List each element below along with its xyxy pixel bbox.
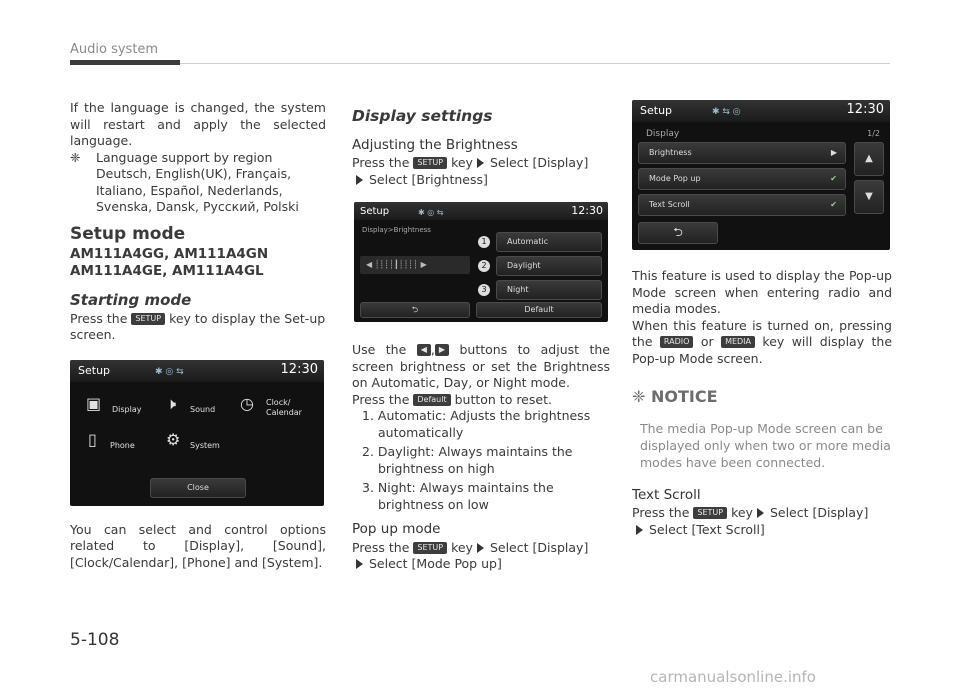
notice-text: The media Pop-up Mode screen can be displayed only when two or more media modes have been connected. <box>640 420 891 470</box>
back-button: ⮌ <box>360 302 470 318</box>
text-scroll-heading: Text Scroll <box>632 486 701 503</box>
use-buttons-text: Use the ◀ , ▶ buttons to adjust the screen brightness or set the Brightness on Automatic, Day, or Night mode. <box>352 342 610 390</box>
brightness-modes-list <box>352 408 610 513</box>
text-scroll-steps: Press the SETUP key Select [Display] Select [Text Scroll] <box>632 505 869 537</box>
sound-option: Sound <box>190 404 216 414</box>
left-arrow-key-icon: ◀ <box>417 344 431 356</box>
setup-key: SETUP <box>413 542 447 554</box>
screen1-titlebar: Setup ✱ ◎ ⇆ 12:30 <box>70 360 324 382</box>
phone-option: Phone <box>110 440 135 450</box>
page-number: 5-108 <box>70 630 120 650</box>
arrow-right-icon <box>636 525 643 535</box>
arrow-right-icon <box>477 158 484 168</box>
setup-screen-image <box>70 360 324 506</box>
arrow-right-icon <box>477 543 484 553</box>
column-2 <box>352 100 610 573</box>
screen3-subtitle: Display <box>646 129 680 139</box>
model-codes-1: AM111A4GG, AM111A4GN <box>70 246 269 262</box>
marker-3: 3 <box>478 284 490 296</box>
automatic-option: Automatic <box>496 232 602 252</box>
daylight-option: Daylight <box>496 256 602 276</box>
list-item: 1. Automatic: Adjusts the brightness automatically <box>362 408 591 440</box>
default-key: Default <box>413 394 450 406</box>
brightness-steps: Press the SETUP key Select [Display] Select [Brightness] <box>352 155 589 187</box>
watermark: carmanualsonline.info <box>650 668 816 686</box>
close-button: Close <box>150 478 246 498</box>
night-option: Night <box>496 280 602 300</box>
setup-mode-heading: Setup mode <box>70 223 186 244</box>
header-rule <box>180 63 890 64</box>
notice-heading: ❈ NOTICE <box>632 387 718 406</box>
setup-key: SETUP <box>693 507 727 519</box>
language-note-title: Language support by region <box>96 149 273 165</box>
section-header: Audio system <box>70 42 159 57</box>
right-arrow-key-icon: ▶ <box>435 344 449 356</box>
list-item: 3. Night: Always maintains the brightness on low <box>362 480 554 512</box>
screen3-titlebar: Setup ✱ ⇆ ◎ 12:30 <box>632 100 890 122</box>
clock-option: Clock/ Calendar <box>266 397 302 417</box>
popup-mode-heading: Pop up mode <box>352 521 441 537</box>
options-paragraph: You can select and control options related to [Display], [Sound], [Clock/Calendar], [Phone] and [System]. <box>70 521 326 570</box>
display-icon: ▣ <box>86 393 102 413</box>
note-star-icon: ❈ <box>70 149 81 165</box>
marker-1: 1 <box>478 236 490 248</box>
popup-description: This feature is used to display the Pop-up Mode screen when entering radio and media modes. <box>632 268 892 316</box>
display-settings-heading: Display settings <box>352 107 493 125</box>
marker-2: 2 <box>478 260 490 272</box>
column-3 <box>632 100 892 538</box>
setup-key: SETUP <box>413 157 447 169</box>
adjust-brightness-heading: Adjusting the Brightness <box>352 136 518 153</box>
text-scroll-option: Text Scroll ✔ <box>638 194 846 216</box>
starting-mode-heading: Starting mode <box>70 291 192 309</box>
scroll-down-button: ▼ <box>854 180 884 214</box>
arrow-right-icon <box>356 175 363 185</box>
popup-steps: Press the SETUP key Select [Display] Select [Mode Pop up] <box>352 539 589 571</box>
brightness-option: Brightness ▶ <box>638 142 846 164</box>
brightness-slider: ◀ ┊┊┊┊┃┊┊┊┊ ▶ <box>360 256 470 274</box>
display-screen-image <box>632 100 890 250</box>
radio-key: RADIO <box>660 336 694 348</box>
display-option: Display <box>112 404 142 414</box>
model-codes-2: AM111A4GE, AM111A4GL <box>70 263 264 279</box>
language-paragraph: If the language is changed, the system will restart and apply the selected language. <box>70 100 326 148</box>
language-list: Deutsch, English(UK), Français, Italiano, Español, Nederlands, Svenska, Dansk, Русский, Polski <box>96 166 299 214</box>
list-item: 2. Daylight: Always maintains the brightness on high <box>362 444 573 476</box>
page-indicator: 1/2 <box>867 129 880 138</box>
breadcrumb: Display>Brightness <box>362 226 431 234</box>
sound-icon: 🕨 <box>166 393 177 413</box>
arrow-right-icon <box>757 508 764 518</box>
setup-key: SETUP <box>131 313 165 325</box>
system-option: System <box>190 440 220 450</box>
popup-option: Mode Pop up ✔ <box>638 168 846 190</box>
header-bar <box>70 60 180 65</box>
system-icon: ⚙ <box>166 429 181 449</box>
brightness-screen-image <box>354 202 608 322</box>
default-button: Default <box>476 302 602 318</box>
media-key: MEDIA <box>721 336 755 348</box>
column-1 <box>70 100 326 571</box>
phone-icon: ▯ <box>88 429 97 449</box>
clock-icon: ◷ <box>240 393 254 413</box>
starting-mode-text: Press the SETUP key to display the Set-up screen. <box>70 310 326 342</box>
back-button: ⮌ <box>638 222 718 244</box>
screen2-titlebar: Setup ✱ ◎ ⇆ 12:30 <box>354 202 608 220</box>
language-note <box>70 150 326 216</box>
popup-keys-text: When this feature is turned on, pressing the RADIO or MEDIA key will display the Pop-up Mode screen. <box>632 317 893 366</box>
arrow-right-icon <box>356 559 363 569</box>
scroll-up-button: ▲ <box>854 142 884 176</box>
default-reset-text: Press the Default button to reset. <box>352 391 552 407</box>
